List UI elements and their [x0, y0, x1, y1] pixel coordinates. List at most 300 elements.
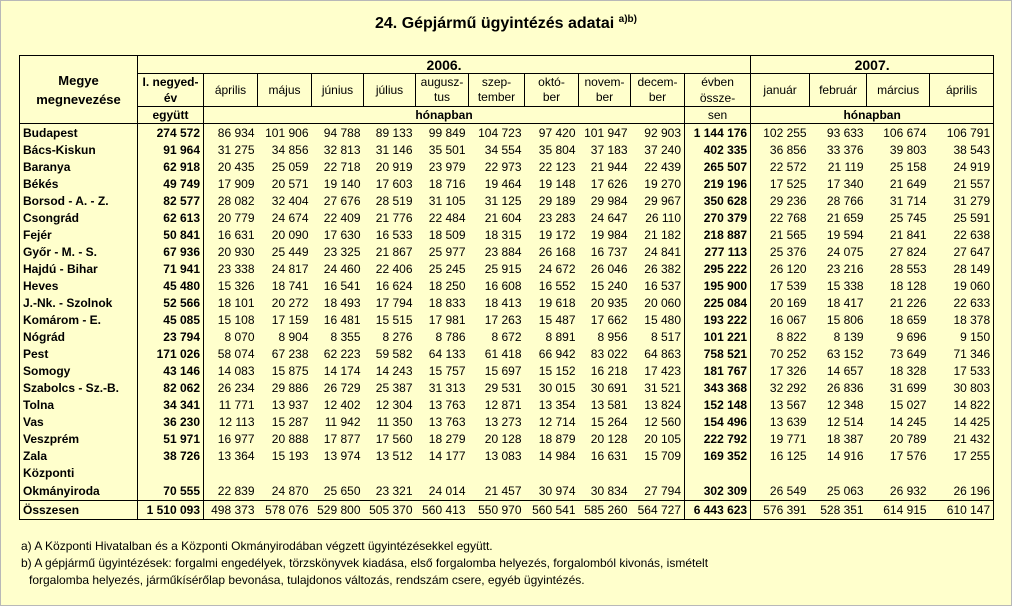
month-value-2007: 17 533 — [930, 362, 994, 379]
title-footnote-marker: a)b) — [618, 14, 637, 25]
region-name: Pest — [20, 345, 138, 362]
month-value-2007: 106 674 — [867, 124, 930, 142]
month-value-2006: 22 406 — [375, 261, 413, 276]
month-value-2006: 28 519 — [375, 193, 413, 208]
month-value-2006: 17 159 — [271, 312, 309, 327]
region-name: Bács-Kiskun — [20, 141, 138, 158]
month-value-2007: 19 594 — [826, 227, 864, 242]
month-value-2006: 25 387 — [375, 380, 413, 395]
month-value-2006: 31 521 — [631, 379, 685, 396]
month-value-2006: 31 275 — [217, 142, 255, 157]
month-value-2007: 21 659 — [826, 210, 864, 225]
month-value-2006: 24 460 — [323, 261, 361, 276]
month-value-2006 — [631, 464, 685, 482]
region-name: Szabolcs - Sz.-B. — [20, 379, 138, 396]
month-value-2007: 21 649 — [889, 176, 927, 191]
year-total-header-line1: évben — [685, 74, 751, 91]
month-value-2006: 12 714 — [538, 414, 576, 429]
month-value-2006: 22 123 — [538, 159, 576, 174]
month-value-2007: 32 292 — [769, 380, 807, 395]
month-value-2006: 16 977 — [217, 431, 255, 446]
q1-value — [138, 464, 204, 482]
month-value-2006: 14 177 — [428, 448, 466, 463]
month-value-2006: 529 800 — [312, 501, 364, 520]
month-value-2007: 73 649 — [889, 346, 927, 361]
month-value-2006: 59 582 — [375, 346, 413, 361]
month-value-2006: 17 794 — [375, 295, 413, 310]
month-value-2006: 13 512 — [375, 448, 413, 463]
month-value-2006: 17 877 — [323, 431, 361, 446]
month-value-2007: 70 252 — [769, 346, 807, 361]
month-value-2006: 19 618 — [538, 295, 576, 310]
month-value-2006: 8 672 — [491, 329, 522, 344]
q1-value: 82 062 — [138, 379, 204, 396]
month-value-2007: 22 768 — [769, 210, 807, 225]
month-value-2006: 94 788 — [312, 124, 364, 142]
table-row — [20, 192, 994, 209]
month-value-2007: 22 633 — [930, 294, 994, 311]
month-value-2006: 64 863 — [631, 345, 685, 362]
month-value-2006: 16 533 — [375, 227, 413, 242]
month-value-2006: 13 824 — [631, 396, 685, 413]
month-value-2006: 14 243 — [375, 363, 413, 378]
month-header-2007-mar: március — [867, 74, 930, 107]
year-total-value — [685, 464, 751, 482]
month-value-2006: 23 325 — [323, 244, 361, 259]
month-value-2006: 560 541 — [525, 501, 579, 520]
q1-value: 62 613 — [138, 209, 204, 226]
month-value-2006: 14 984 — [538, 448, 576, 463]
q1-value: 71 941 — [138, 260, 204, 277]
month-value-2006: 17 263 — [484, 312, 522, 327]
month-value-2007: 27 647 — [930, 243, 994, 260]
month-value-2006: 25 915 — [484, 261, 522, 276]
region-name: Nógrád — [20, 328, 138, 345]
month-value-2006: 17 662 — [590, 312, 628, 327]
table-header — [20, 56, 994, 124]
month-value-2006: 8 070 — [224, 329, 255, 344]
month-value-2006: 578 076 — [258, 501, 312, 520]
month-value-2006: 99 849 — [416, 124, 469, 142]
month-value-2006: 16 608 — [484, 278, 522, 293]
q1-value: 82 577 — [138, 192, 204, 209]
month-value-2006: 21 457 — [484, 484, 522, 498]
month-value-2007: 26 836 — [826, 380, 864, 395]
month-value-2007: 102 255 — [751, 124, 810, 142]
month-value-2007: 16 067 — [769, 312, 807, 327]
month-value-2006: 15 287 — [271, 414, 309, 429]
year-total-value: 343 368 — [685, 379, 751, 396]
year-total-value: 758 521 — [685, 345, 751, 362]
month-value-2006: 26 382 — [631, 260, 685, 277]
footnote-b-continued: forgalomba helyezés, járműkísérőlap bevonása, tulajdonos változás, rendszám csere, egyéb ügyintézés. — [29, 573, 585, 587]
month-value-2006: 19 172 — [538, 227, 576, 242]
month-value-2006: 30 015 — [538, 380, 576, 395]
month-value-2007: 14 657 — [826, 363, 864, 378]
month-value-2006: 20 935 — [590, 295, 628, 310]
month-value-2006: 20 571 — [271, 176, 309, 191]
month-value-2006: 101 906 — [258, 124, 312, 142]
month-value-2006: 13 354 — [538, 397, 576, 412]
month-value-2006: 89 133 — [364, 124, 416, 142]
month-header-2006-apr: április — [204, 74, 258, 107]
month-value-2007: 24 075 — [826, 244, 864, 259]
month-value-2006: 35 501 — [428, 142, 466, 157]
month-value-2006: 25 650 — [323, 484, 361, 498]
month-value-2006: 19 148 — [538, 176, 576, 191]
q1-header-line2: év — [163, 91, 178, 105]
month-value-2006: 23 338 — [217, 261, 255, 276]
region-name: Hajdú - Bihar — [20, 260, 138, 277]
month-value-2007: 15 338 — [826, 278, 864, 293]
month-value-2006: 12 560 — [631, 413, 685, 430]
table-row — [20, 345, 994, 362]
month-value-2007: 31 279 — [930, 192, 994, 209]
month-value-2007: 21 119 — [827, 159, 864, 174]
month-value-2006: 101 947 — [579, 124, 631, 142]
month-value-2006: 83 022 — [590, 346, 628, 361]
month-value-2006: 22 973 — [484, 159, 522, 174]
table-row — [20, 464, 994, 482]
month-value-2006: 15 152 — [538, 363, 576, 378]
month-value-2006: 20 888 — [271, 431, 309, 446]
month-value-2006 — [258, 464, 312, 482]
year-total-value: 1 144 176 — [685, 124, 751, 142]
month-value-2007: 71 346 — [930, 345, 994, 362]
month-value-2006: 24 870 — [271, 484, 309, 498]
month-value-2006: 20 105 — [631, 430, 685, 447]
month-value-2006: 8 355 — [330, 329, 361, 344]
month-value-2007: 26 932 — [889, 484, 927, 498]
month-value-2006: 16 737 — [590, 244, 628, 259]
month-value-2006: 22 409 — [323, 210, 361, 225]
month-value-2006: 16 624 — [375, 278, 413, 293]
month-value-2007: 17 525 — [769, 176, 807, 191]
month-value-2006: 104 723 — [469, 124, 525, 142]
month-value-2007: 21 841 — [889, 227, 927, 242]
month-value-2007: 15 806 — [826, 312, 864, 327]
month-value-2007: 17 326 — [769, 363, 807, 378]
month-value-2007: 26 196 — [930, 482, 994, 501]
month-value-2006: 20 919 — [375, 159, 413, 174]
month-value-2007: 20 789 — [889, 431, 927, 446]
q1-value: 52 566 — [138, 294, 204, 311]
month-value-2006: 22 718 — [323, 159, 361, 174]
month-value-2006 — [525, 464, 579, 482]
month-value-2006: 11 350 — [376, 414, 413, 429]
month-value-2007: 22 572 — [769, 159, 807, 174]
table-row — [20, 158, 994, 175]
month-value-2006: 18 493 — [323, 295, 361, 310]
month-value-2006: 13 763 — [428, 414, 466, 429]
month-value-2007: 18 378 — [930, 311, 994, 328]
month-value-2006: 20 090 — [271, 227, 309, 242]
month-value-2006: 560 413 — [416, 501, 469, 520]
month-value-2006: 58 074 — [217, 346, 255, 361]
month-value-2006: 23 283 — [538, 210, 576, 225]
unit-2006-header: hónapban — [204, 107, 685, 124]
month-value-2006: 29 886 — [271, 380, 309, 395]
month-value-2006: 20 930 — [217, 244, 255, 259]
month-value-2006 — [579, 464, 631, 482]
month-value-2007: 26 120 — [769, 261, 807, 276]
month-value-2007: 28 149 — [930, 260, 994, 277]
year-total-value: 218 887 — [685, 226, 751, 243]
year-total-value: 181 767 — [685, 362, 751, 379]
month-value-2007: 576 391 — [751, 501, 810, 520]
data-table — [19, 55, 994, 520]
month-value-2006: 14 174 — [323, 363, 361, 378]
month-value-2007: 18 417 — [826, 295, 864, 310]
q1-value: 36 230 — [138, 413, 204, 430]
month-value-2006: 18 509 — [428, 227, 466, 242]
region-name: J.-Nk. - Szolnok — [20, 294, 138, 311]
month-value-2006: 20 060 — [631, 294, 685, 311]
table-row — [20, 124, 994, 142]
table-row — [20, 396, 994, 413]
table-row — [20, 141, 994, 158]
month-value-2006: 31 125 — [484, 193, 522, 208]
month-value-2006: 30 974 — [538, 484, 576, 498]
q1-value: 50 841 — [138, 226, 204, 243]
month-value-2006: 13 083 — [484, 448, 522, 463]
month-value-2006: 34 856 — [271, 142, 309, 157]
month-value-2007: 39 803 — [889, 142, 927, 157]
month-value-2006: 21 867 — [375, 244, 413, 259]
q1-value: 49 749 — [138, 175, 204, 192]
table-row — [20, 260, 994, 277]
year-2007-header: 2007. — [751, 56, 994, 74]
month-value-2007: 22 638 — [930, 226, 994, 243]
region-name: Baranya — [20, 158, 138, 175]
month-value-2007: 19 060 — [930, 277, 994, 294]
month-value-2006: 15 108 — [217, 312, 255, 327]
region-name: Fejér — [20, 226, 138, 243]
month-value-2007: 28 553 — [889, 261, 927, 276]
month-value-2006: 16 541 — [323, 278, 361, 293]
month-value-2006: 22 839 — [217, 484, 255, 498]
q1-value: 91 964 — [138, 141, 204, 158]
month-value-2006: 25 245 — [428, 261, 466, 276]
month-value-2007: 17 255 — [930, 447, 994, 464]
month-value-2006: 23 979 — [428, 159, 466, 174]
month-value-2007: 36 856 — [769, 142, 807, 157]
month-header-2006-sep: szep- tember — [469, 74, 525, 107]
month-value-2007: 18 659 — [889, 312, 927, 327]
month-value-2006: 585 260 — [579, 501, 631, 520]
month-value-2007: 14 245 — [889, 414, 927, 429]
month-value-2007: 30 803 — [930, 379, 994, 396]
region-name: Komárom - E. — [20, 311, 138, 328]
month-value-2006: 15 264 — [590, 414, 628, 429]
region-name: Tolna — [20, 396, 138, 413]
month-value-2007 — [930, 464, 994, 482]
month-value-2007: 21 565 — [769, 227, 807, 242]
month-value-2006: 16 631 — [217, 227, 255, 242]
month-value-2006: 29 531 — [484, 380, 522, 395]
month-value-2006: 26 110 — [631, 209, 685, 226]
month-value-2007: 25 063 — [826, 484, 864, 498]
month-value-2007: 614 915 — [867, 501, 930, 520]
month-value-2006: 26 046 — [590, 261, 628, 276]
region-name: Zala — [20, 447, 138, 464]
month-value-2007: 9 150 — [930, 328, 994, 345]
month-value-2006: 31 313 — [428, 380, 466, 395]
month-value-2006: 20 779 — [217, 210, 255, 225]
year-total-value: 270 379 — [685, 209, 751, 226]
month-value-2006: 15 193 — [271, 448, 309, 463]
month-value-2007: 28 766 — [826, 193, 864, 208]
month-value-2006: 28 082 — [217, 193, 255, 208]
month-value-2006: 19 984 — [590, 227, 628, 242]
month-value-2006: 18 413 — [484, 295, 522, 310]
month-value-2006 — [416, 464, 469, 482]
q1-value: 274 572 — [138, 124, 204, 142]
month-header-2007-jan: január — [751, 74, 810, 107]
region-name: Veszprém — [20, 430, 138, 447]
month-header-2007-apr: április — [930, 74, 994, 107]
month-value-2006 — [204, 464, 258, 482]
year-total-header-line3: sen — [685, 107, 751, 124]
month-value-2006: 17 981 — [428, 312, 466, 327]
month-value-2006: 61 418 — [484, 346, 522, 361]
month-value-2006: 27 676 — [323, 193, 361, 208]
year-total-value: 302 309 — [685, 482, 751, 501]
month-value-2007: 16 125 — [769, 448, 807, 463]
month-value-2006: 20 128 — [590, 431, 628, 446]
month-value-2007: 19 771 — [769, 431, 807, 446]
q1-value: 23 794 — [138, 328, 204, 345]
month-header-2006-may: május — [258, 74, 312, 107]
month-value-2006: 18 101 — [217, 295, 255, 310]
month-value-2007: 528 351 — [810, 501, 867, 520]
month-value-2006: 18 315 — [484, 227, 522, 242]
month-value-2007: 21 432 — [930, 430, 994, 447]
month-value-2006: 12 113 — [218, 414, 255, 429]
month-value-2006: 29 967 — [631, 192, 685, 209]
month-value-2006 — [312, 464, 364, 482]
footnotes — [21, 538, 708, 589]
year-total-header-line2: össze- — [685, 90, 751, 107]
month-value-2006: 12 871 — [484, 397, 522, 412]
month-value-2006: 8 904 — [278, 329, 309, 344]
month-value-2006: 13 364 — [217, 448, 255, 463]
page-title — [0, 14, 1012, 33]
year-total-value: 225 084 — [685, 294, 751, 311]
month-value-2006: 505 370 — [364, 501, 416, 520]
month-value-2006: 18 279 — [428, 431, 466, 446]
month-value-2007: 8 822 — [776, 329, 807, 344]
q1-value: 62 918 — [138, 158, 204, 175]
month-value-2006: 20 435 — [217, 159, 255, 174]
region-name: Somogy — [20, 362, 138, 379]
q1-value: 45 085 — [138, 311, 204, 328]
month-value-2006: 18 833 — [428, 295, 466, 310]
month-value-2007: 29 236 — [769, 193, 807, 208]
month-value-2006: 29 189 — [538, 193, 576, 208]
month-value-2006: 25 977 — [428, 244, 466, 259]
month-value-2007: 27 824 — [889, 244, 927, 259]
month-value-2006: 8 786 — [435, 329, 466, 344]
month-value-2006: 20 128 — [484, 431, 522, 446]
month-value-2007: 14 822 — [930, 396, 994, 413]
month-value-2006: 37 183 — [590, 142, 628, 157]
month-value-2007: 31 699 — [889, 380, 927, 395]
year-total-value: 193 222 — [685, 311, 751, 328]
month-value-2006: 27 794 — [631, 482, 685, 501]
region-name: Békés — [20, 175, 138, 192]
region-name: Budapest — [20, 124, 138, 142]
month-value-2006: 62 223 — [323, 346, 361, 361]
month-value-2006: 15 709 — [631, 447, 685, 464]
month-value-2006: 17 909 — [217, 176, 255, 191]
year-total-value: 195 900 — [685, 277, 751, 294]
month-value-2006: 17 423 — [631, 362, 685, 379]
table-row — [20, 175, 994, 192]
year-total-value: 295 222 — [685, 260, 751, 277]
month-value-2006: 12 402 — [323, 397, 361, 412]
month-value-2006: 97 420 — [525, 124, 579, 142]
month-value-2007: 25 376 — [769, 244, 807, 259]
q1-value: 70 555 — [138, 482, 204, 501]
month-value-2006: 8 276 — [382, 329, 413, 344]
month-value-2006: 32 404 — [271, 193, 309, 208]
region-name: Borsod - A. - Z. — [20, 192, 138, 209]
month-value-2006: 18 741 — [271, 278, 309, 293]
month-value-2007: 33 376 — [826, 142, 864, 157]
table-row — [20, 430, 994, 447]
month-value-2006: 24 647 — [590, 210, 628, 225]
month-value-2006: 26 168 — [538, 244, 576, 259]
month-value-2006: 16 481 — [323, 312, 361, 327]
month-header-2006-jul: július — [364, 74, 416, 107]
table-row — [20, 501, 994, 520]
month-value-2006: 19 270 — [631, 175, 685, 192]
month-value-2007 — [810, 464, 867, 482]
month-value-2006: 20 272 — [271, 295, 309, 310]
month-value-2006: 21 944 — [590, 159, 628, 174]
month-value-2007: 106 791 — [930, 124, 994, 142]
q1-value: 45 480 — [138, 277, 204, 294]
month-value-2006: 64 133 — [428, 346, 466, 361]
region-name: Csongrád — [20, 209, 138, 226]
month-value-2006: 92 903 — [631, 124, 685, 142]
year-total-value: 265 507 — [685, 158, 751, 175]
month-value-2006: 8 891 — [545, 329, 576, 344]
unit-2007-header: hónapban — [751, 107, 994, 124]
year-total-value: 350 628 — [685, 192, 751, 209]
region-name: Okmányiroda — [20, 482, 138, 501]
table-row — [20, 413, 994, 430]
month-value-2007: 15 027 — [889, 397, 927, 412]
year-total-value: 169 352 — [685, 447, 751, 464]
year-total-value: 222 792 — [685, 430, 751, 447]
month-value-2006: 15 326 — [217, 278, 255, 293]
year-total-value: 402 335 — [685, 141, 751, 158]
month-value-2007: 26 549 — [769, 484, 807, 498]
month-value-2006: 14 083 — [217, 363, 255, 378]
month-value-2007: 21 557 — [930, 175, 994, 192]
year-total-value: 277 113 — [685, 243, 751, 260]
month-value-2006: 15 240 — [590, 278, 628, 293]
month-value-2006: 13 763 — [428, 397, 466, 412]
month-value-2006: 18 250 — [428, 278, 466, 293]
month-value-2006: 13 974 — [323, 448, 361, 463]
year-total-value: 101 221 — [685, 328, 751, 345]
year-total-value: 219 196 — [685, 175, 751, 192]
month-value-2007: 18 328 — [889, 363, 927, 378]
month-value-2006: 23 884 — [484, 244, 522, 259]
